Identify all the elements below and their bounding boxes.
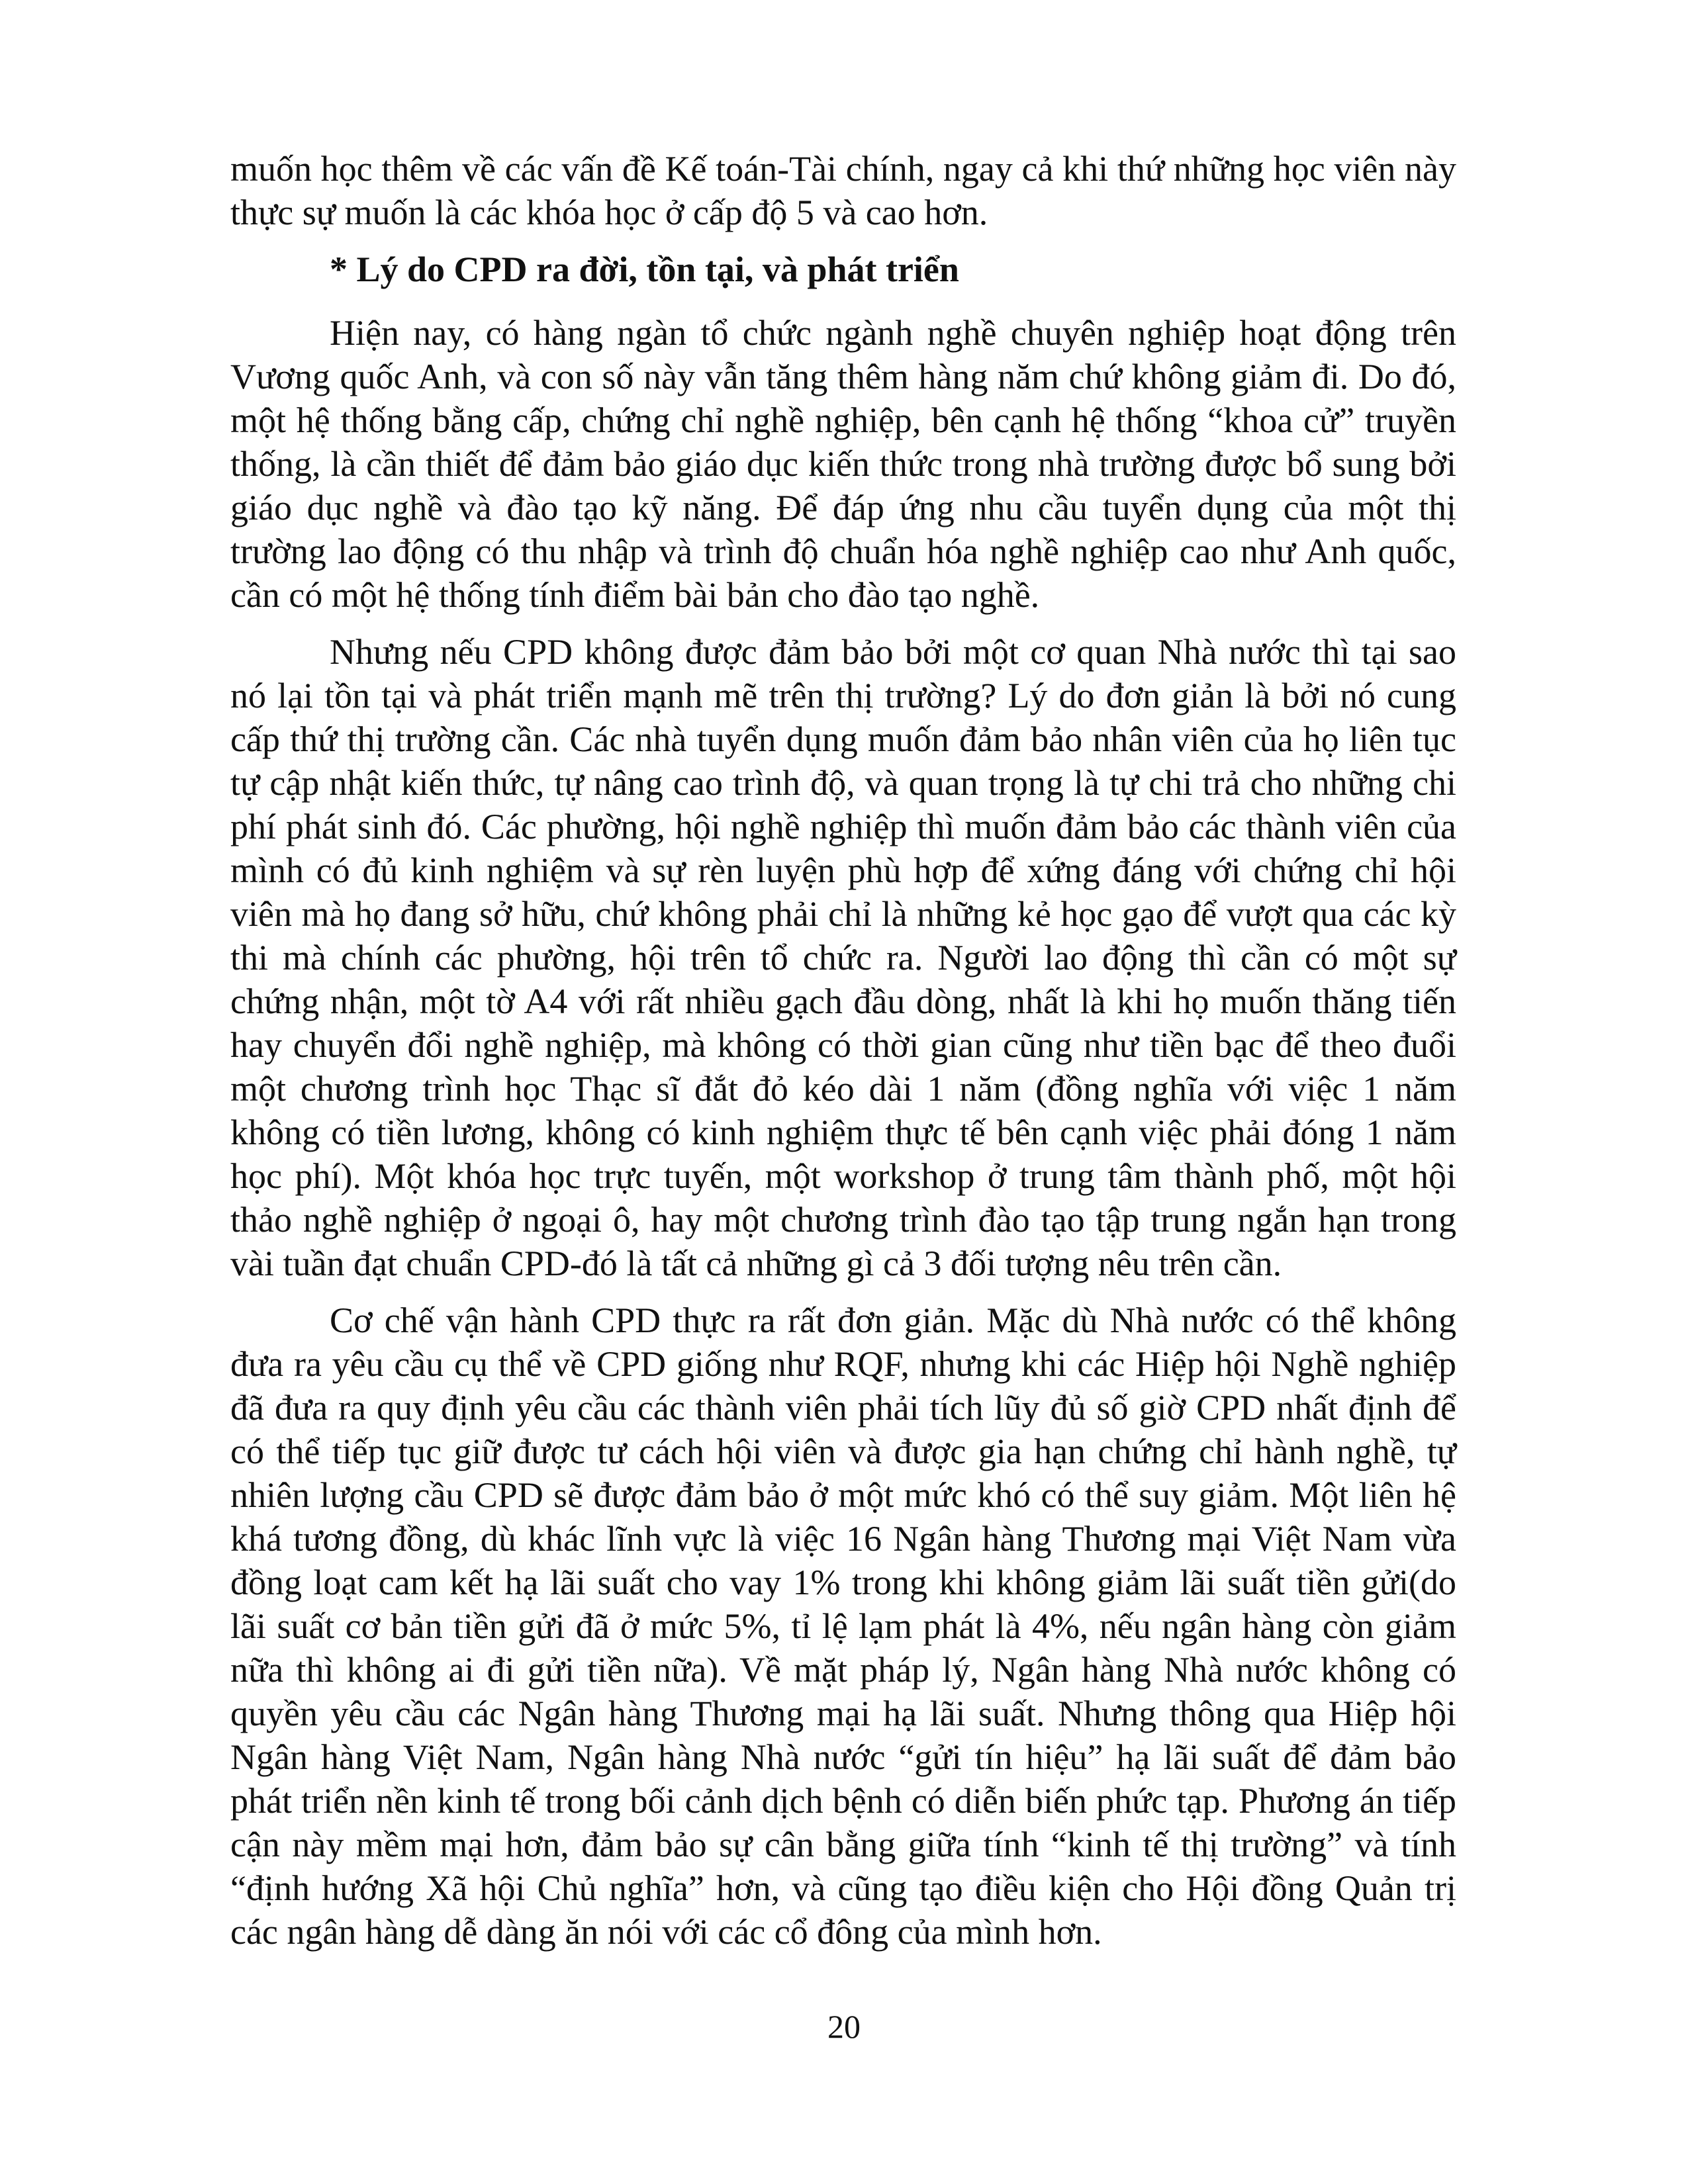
body-paragraph-2: Nhưng nếu CPD không được đảm bảo bởi một cơ quan Nhà nước thì tại sao nó lại tồn tại và phát triển mạnh mẽ trên thị trường? Lý do đơn giản là bởi nó cung cấp thứ thị trường cần. Các nhà tuyển dụng muốn đảm bảo nhân viên của họ liên tục tự cập nhật kiến thức, tự nâng cao trình độ, và quan trọng là tự chi trả cho những chi phí phát sinh đó. Các phường, hội nghề nghiệp thì muốn đảm bảo các thành viên của mình có đủ kinh nghiệm và sự rèn luyện phù hợp để xứng đáng với chứng chỉ hội viên mà họ đang sở hữu, chứ không phải chỉ là những kẻ học gạo để vượt qua các kỳ thi mà chính các phường, hội trên tổ chức ra. Người lao động thì cần có một sự chứng nhận, một tờ A4 với rất nhiều gạch đầu dòng, nhất là khi họ muốn thăng tiến hay chuyển đổi nghề nghiệp, mà không có thời gian cũng như tiền bạc để theo đuổi một chương trình học Thạc sĩ đắt đỏ kéo dài 1 năm (đồng nghĩa với việc 1 năm không có tiền lương, không có kinh nghiệm thực tế bên cạnh việc phải đóng 1 năm học phí). Một khóa học trực tuyến, một workshop ở trung tâm thành phố, một hội thảo nghề nghiệp ở ngoại ô, hay một chương trình đào tạo tập trung ngắn hạn trong vài tuần đạt chuẩn CPD-đó là tất cả những gì cả 3 đối tượng nêu trên cần.: [230, 632, 1456, 1283]
section-heading: * Lý do CPD ra đời, tồn tại, và phát triển: [330, 250, 959, 289]
page-number: 20: [827, 2008, 861, 2045]
body-paragraph-3: Cơ chế vận hành CPD thực ra rất đơn giản. Mặc dù Nhà nước có thể không đưa ra yêu cầu cụ thể về CPD giống như RQF, nhưng khi các Hiệp hội Nghề nghiệp đã đưa ra quy định yêu cầu các thành viên phải tích lũy đủ số giờ CPD nhất định để có thể tiếp tục giữ được tư cách hội viên và được gia hạn chứng chỉ hành nghề, tự nhiên lượng cầu CPD sẽ được đảm bảo ở một mức khó có thể suy giảm. Một liên hệ khá tương đồng, dù khác lĩnh vực là việc 16 Ngân hàng Thương mại Việt Nam vừa đồng loạt cam kết hạ lãi suất cho vay 1% trong khi không giảm lãi suất tiền gửi(do lãi suất cơ bản tiền gửi đã ở mức 5%, tỉ lệ lạm phát là 4%, nếu ngân hàng còn giảm nữa thì không ai đi gửi tiền nữa). Về mặt pháp lý, Ngân hàng Nhà nước không có quyền yêu cầu các Ngân hàng Thương mại hạ lãi suất. Nhưng thông qua Hiệp hội Ngân hàng Việt Nam, Ngân hàng Nhà nước “gửi tín hiệu” hạ lãi suất để đảm bảo phát triển nền kinh tế trong bối cảnh dịch bệnh có diễn biến phức tạp. Phương án tiếp cận này mềm mại hơn, đảm bảo sự cân bằng giữa tính “kinh tế thị trường” và tính “định hướng Xã hội Chủ nghĩa” hơn, và cũng tạo điều kiện cho Hội đồng Quản trị các ngân hàng dễ dàng ăn nói với các cổ đông của mình hơn.: [230, 1300, 1456, 1952]
body-paragraph-1: Hiện nay, có hàng ngàn tổ chức ngành nghề chuyên nghiệp hoạt động trên Vương quốc Anh, và con số này vẫn tăng thêm hàng năm chứ không giảm đi. Do đó, một hệ thống bằng cấp, chứng chỉ nghề nghiệp, bên cạnh hệ thống “khoa cử” truyền thống, là cần thiết để đảm bảo giáo dục kiến thức trong nhà trường được bổ sung bởi giáo dục nghề và đào tạo kỹ năng. Để đáp ứng nhu cầu tuyển dụng của một thị trường lao động có thu nhập và trình độ chuẩn hóa nghề nghiệp cao như Anh quốc, cần có một hệ thống tính điểm bài bản cho đào tạo nghề.: [230, 313, 1456, 615]
continuation-paragraph: muốn học thêm về các vấn đề Kế toán-Tài chính, ngay cả khi thứ những học viên này thực sự muốn là các khóa học ở cấp độ 5 và cao hơn.: [230, 149, 1456, 232]
document-page: [230, 147, 1456, 1954]
